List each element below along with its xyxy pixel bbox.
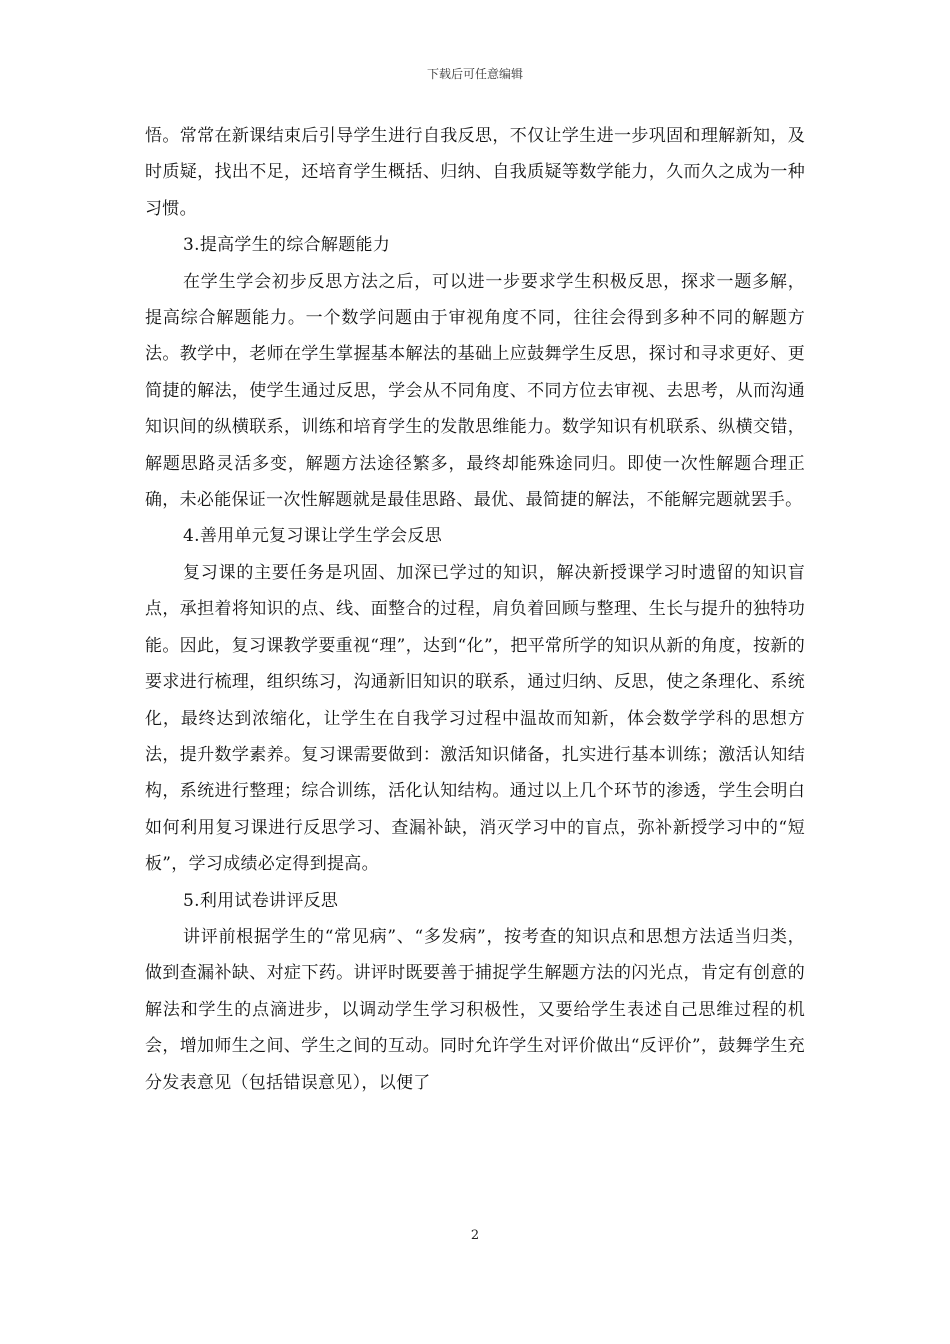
paragraph-continuation: 悟。常常在新课结束后引导学生进行自我反思，不仅让学生进一步巩固和理解新知，及时质疑，找出不足，还培育学生概括、归纳、自我质疑等数学能力，久而久之成为一种习惯。 [145, 126, 805, 219]
document-body [145, 118, 805, 1101]
paragraph-section-5: 讲评前根据学生的“常见病”、“多发病”，按考查的知识点和思想方法适当归类，做到查漏补缺、对症下药。讲评时既要善于捕捉学生解题方法的闪光点，肯定有创意的解法和学生的点滴进步，以调动学生学习积极性，又要给学生表述自己思维过程的机会，增加师生之间、学生之间的互动。同时允许学生对评价做出“反评价”，鼓舞学生充分发表意见（包括错误意见），以便了 [145, 926, 805, 1093]
paragraph-section-4: 复习课的主要任务是巩固、加深已学过的知识，解决新授课学习时遗留的知识盲点，承担着将知识的点、线、面整合的过程，肩负着回顾与整理、生长与提升的独特功能。因此，复习课教学要重视“理”，达到“化”，把平常所学的知识从新的角度，按新的要求进行梳理，组织练习，沟通新旧知识的联系，通过归纳、反思，使之条理化、系统化，最终达到浓缩化，让学生在自我学习过程中温故而知新，体会数学学科的思想方法，提升数学素养。复习课需要做到：激活知识储备，扎实进行基本训练；激活认知结构，系统进行整理；综合训练，活化认知结构。通过以上几个环节的渗透，学生会明白如何利用复习课进行反思学习、查漏补缺，消灭学习中的盲点，弥补新授学习中的“短板”，学习成绩必定得到提高。 [145, 562, 805, 875]
section-heading-5: 5.利用试卷讲评反思 [183, 890, 339, 911]
page-number: 2 [470, 1228, 480, 1243]
section-heading-3: 3.提高学生的综合解题能力 [183, 235, 391, 256]
page-header: 下载后可任意编辑 [426, 67, 523, 81]
section-heading-4: 4.善用单元复习课让学生学会反思 [183, 526, 443, 547]
paragraph-section-3: 在学生学会初步反思方法之后，可以进一步要求学生积极反思，探求一题多解，提高综合解题能力。一个数学问题由于审视角度不同，往往会得到多种不同的解题方法。教学中，老师在学生掌握基本解法的基础上应鼓舞学生反思，探讨和寻求更好、更简捷的解法，使学生通过反思，学会从不同角度、不同方位去审视、去思考，从而沟通知识间的纵横联系，训练和培育学生的发散思维能力。数学知识有机联系、纵横交错，解题思路灵活多变，解题方法途径繁多，最终却能殊途同归。即使一次性解题合理正确，未必能保证一次性解题就是最佳思路、最优、最简捷的解法，不能解完题就罢手。 [145, 271, 805, 511]
